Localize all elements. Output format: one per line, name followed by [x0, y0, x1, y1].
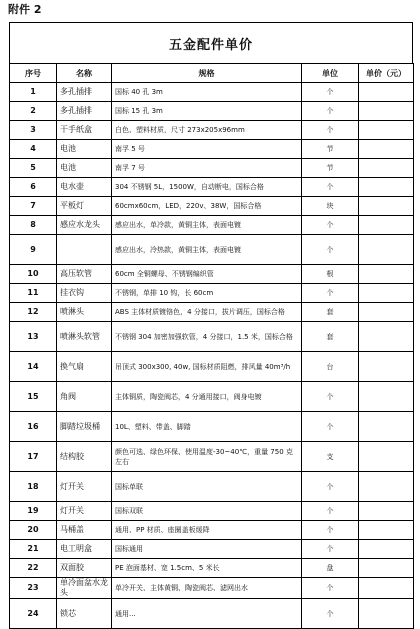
- item-unit-cell: 个: [302, 284, 359, 303]
- item-name-cell: 灯开关: [57, 502, 112, 521]
- item-price-cell: [359, 140, 414, 159]
- item-unit-cell: 支: [302, 442, 359, 472]
- row-number-cell: 2: [10, 102, 57, 121]
- row-number-cell: 11: [10, 284, 57, 303]
- item-spec-cell: 不锈钢 304 加密加强软管，4 分接口，1.5 米，国标合格: [112, 322, 302, 352]
- item-unit-cell: 个: [302, 83, 359, 102]
- table-row: [10, 599, 414, 629]
- item-price-cell: [359, 121, 414, 140]
- item-spec-cell: 感应出水，冷热款，黄铜主体，表面电镀: [112, 235, 302, 265]
- row-number-cell: 5: [10, 159, 57, 178]
- table-row: [10, 578, 414, 599]
- item-name-cell: 平板灯: [57, 197, 112, 216]
- item-unit-cell: 个: [302, 178, 359, 197]
- item-unit-cell: 节: [302, 140, 359, 159]
- item-unit-cell: 根: [302, 265, 359, 284]
- row-number-cell: 23: [10, 578, 57, 599]
- item-spec-cell: 感应出水，单冷款，黄铜主体，表面电镀: [112, 216, 302, 235]
- table-title: 五金配件单价: [9, 22, 413, 63]
- row-number-cell: 17: [10, 442, 57, 472]
- row-number-cell: 13: [10, 322, 57, 352]
- item-price-cell: [359, 352, 414, 382]
- table-row: [10, 235, 414, 265]
- table-row: [10, 502, 414, 521]
- item-name-cell: 挂衣钩: [57, 284, 112, 303]
- item-name-cell: 电池: [57, 159, 112, 178]
- item-price-cell: [359, 178, 414, 197]
- item-name-cell: 双面胶: [57, 559, 112, 578]
- item-price-cell: [359, 102, 414, 121]
- row-number-cell: 20: [10, 521, 57, 540]
- item-name-cell: 结构胶: [57, 442, 112, 472]
- item-price-cell: [359, 540, 414, 559]
- item-spec-cell: 国标单联: [112, 472, 302, 502]
- item-unit-cell: 个: [302, 216, 359, 235]
- row-number-cell: 24: [10, 599, 57, 629]
- price-table-container: [9, 22, 413, 629]
- item-spec-cell: 主体铜质，陶瓷阀芯，4 分通用接口，阀身电镀: [112, 382, 302, 412]
- row-number-cell: 9: [10, 235, 57, 265]
- item-price-cell: [359, 578, 414, 599]
- item-unit-cell: 盘: [302, 559, 359, 578]
- item-price-cell: [359, 197, 414, 216]
- item-price-cell: [359, 216, 414, 235]
- item-price-cell: [359, 159, 414, 178]
- item-spec-cell: 60cm 全铜螺母、不锈钢编织管: [112, 265, 302, 284]
- item-unit-cell: 个: [302, 599, 359, 629]
- table-row: [10, 322, 414, 352]
- item-unit-cell: 个: [302, 472, 359, 502]
- table-row: [10, 102, 414, 121]
- row-number-cell: 16: [10, 412, 57, 442]
- table-body: [10, 83, 414, 629]
- item-name-cell: 多孔插排: [57, 83, 112, 102]
- item-name-cell: 马桶盖: [57, 521, 112, 540]
- table-row: [10, 121, 414, 140]
- item-price-cell: [359, 303, 414, 322]
- item-price-cell: [359, 382, 414, 412]
- item-spec-cell: 吊顶式 300x300, 40w, 国标材质阻燃，排风量 40m³/h: [112, 352, 302, 382]
- item-name-cell: 多孔插排: [57, 102, 112, 121]
- attachment-label: 附件 2: [8, 3, 42, 16]
- item-price-cell: [359, 599, 414, 629]
- item-spec-cell: 通用...: [112, 599, 302, 629]
- item-unit-cell: 个: [302, 102, 359, 121]
- item-price-cell: [359, 265, 414, 284]
- table-row: [10, 521, 414, 540]
- item-price-cell: [359, 521, 414, 540]
- item-unit-cell: 个: [302, 235, 359, 265]
- row-number-cell: 4: [10, 140, 57, 159]
- item-name-cell: 单冷面盆水龙头: [57, 578, 112, 599]
- row-number-cell: 21: [10, 540, 57, 559]
- item-name-cell: 电工明盒: [57, 540, 112, 559]
- item-name-cell: 干手纸盒: [57, 121, 112, 140]
- table-row: [10, 284, 414, 303]
- item-price-cell: [359, 322, 414, 352]
- item-spec-cell: 不锈钢，单排 10 钩，长 60cm: [112, 284, 302, 303]
- item-price-cell: [359, 502, 414, 521]
- table-row: [10, 265, 414, 284]
- row-number-cell: 8: [10, 216, 57, 235]
- item-unit-cell: 套: [302, 322, 359, 352]
- item-price-cell: [359, 235, 414, 265]
- table-row: [10, 83, 414, 102]
- item-name-cell: [57, 235, 112, 265]
- table-row: [10, 178, 414, 197]
- item-unit-cell: 台: [302, 352, 359, 382]
- item-name-cell: 高压软管: [57, 265, 112, 284]
- item-name-cell: 角阀: [57, 382, 112, 412]
- item-spec-cell: 通用、PP 材质、座圈盖板缓降: [112, 521, 302, 540]
- item-spec-cell: 10L、塑料、带盖、脚踏: [112, 412, 302, 442]
- row-number-cell: 7: [10, 197, 57, 216]
- row-number-cell: 18: [10, 472, 57, 502]
- item-name-cell: 脚踏垃圾桶: [57, 412, 112, 442]
- item-unit-cell: 个: [302, 540, 359, 559]
- item-price-cell: [359, 472, 414, 502]
- table-row: [10, 140, 414, 159]
- item-name-cell: 电池: [57, 140, 112, 159]
- row-number-cell: 1: [10, 83, 57, 102]
- header-name: 名称: [57, 64, 112, 83]
- item-spec-cell: 单冷开关、主体黄铜、陶瓷阀芯、滤网出水: [112, 578, 302, 599]
- item-price-cell: [359, 412, 414, 442]
- row-number-cell: 14: [10, 352, 57, 382]
- item-price-cell: [359, 284, 414, 303]
- item-name-cell: 喷淋头: [57, 303, 112, 322]
- table-row: [10, 352, 414, 382]
- table-row: [10, 540, 414, 559]
- item-spec-cell: ABS 主体材质镀铬色，4 分接口，拔片调压，国标合格: [112, 303, 302, 322]
- row-number-cell: 19: [10, 502, 57, 521]
- item-unit-cell: 个: [302, 121, 359, 140]
- table-row: [10, 442, 414, 472]
- table-row: [10, 382, 414, 412]
- item-spec-cell: PE 泡面基材、宽 1.5cm、5 米长: [112, 559, 302, 578]
- item-spec-cell: 60cmx60cm，LED，220v、38W，国标合格: [112, 197, 302, 216]
- item-unit-cell: 个: [302, 502, 359, 521]
- item-price-cell: [359, 442, 414, 472]
- header-unit: 单位: [302, 64, 359, 83]
- price-table: [9, 63, 414, 629]
- row-number-cell: 12: [10, 303, 57, 322]
- item-spec-cell: 颜色可选、绿色环保、使用温度-30~40℃，重量 750 克左右: [112, 442, 302, 472]
- table-row: [10, 216, 414, 235]
- row-number-cell: 15: [10, 382, 57, 412]
- table-row: [10, 412, 414, 442]
- table-row: [10, 197, 414, 216]
- row-number-cell: 22: [10, 559, 57, 578]
- row-number-cell: 3: [10, 121, 57, 140]
- item-name-cell: 灯开关: [57, 472, 112, 502]
- item-spec-cell: 国标双联: [112, 502, 302, 521]
- row-number-cell: 6: [10, 178, 57, 197]
- header-row: [10, 64, 414, 83]
- table-row: [10, 559, 414, 578]
- item-unit-cell: 个: [302, 578, 359, 599]
- table-row: [10, 159, 414, 178]
- table-row: [10, 303, 414, 322]
- item-spec-cell: 304 不锈钢 5L，1500W，自动断电，国标合格: [112, 178, 302, 197]
- item-spec-cell: 国标 40 孔 3m: [112, 83, 302, 102]
- row-number-cell: 10: [10, 265, 57, 284]
- item-unit-cell: 套: [302, 303, 359, 322]
- item-unit-cell: 块: [302, 197, 359, 216]
- item-price-cell: [359, 83, 414, 102]
- item-name-cell: 感应水龙头: [57, 216, 112, 235]
- table-row: [10, 472, 414, 502]
- item-spec-cell: 南孚 5 号: [112, 140, 302, 159]
- item-spec-cell: 国标 15 孔 3m: [112, 102, 302, 121]
- item-unit-cell: 个: [302, 412, 359, 442]
- header-price: 单价（元）: [359, 64, 414, 83]
- item-price-cell: [359, 559, 414, 578]
- item-spec-cell: 国标通用: [112, 540, 302, 559]
- item-unit-cell: 节: [302, 159, 359, 178]
- header-spec: 规格: [112, 64, 302, 83]
- header-no: 序号: [10, 64, 57, 83]
- item-spec-cell: 白色、塑料材质，尺寸 273x205x96mm: [112, 121, 302, 140]
- item-unit-cell: 个: [302, 521, 359, 540]
- item-name-cell: 锁芯: [57, 599, 112, 629]
- item-name-cell: 电水壶: [57, 178, 112, 197]
- item-spec-cell: 南孚 7 号: [112, 159, 302, 178]
- item-name-cell: 喷淋头软管: [57, 322, 112, 352]
- item-unit-cell: 个: [302, 382, 359, 412]
- item-name-cell: 换气扇: [57, 352, 112, 382]
